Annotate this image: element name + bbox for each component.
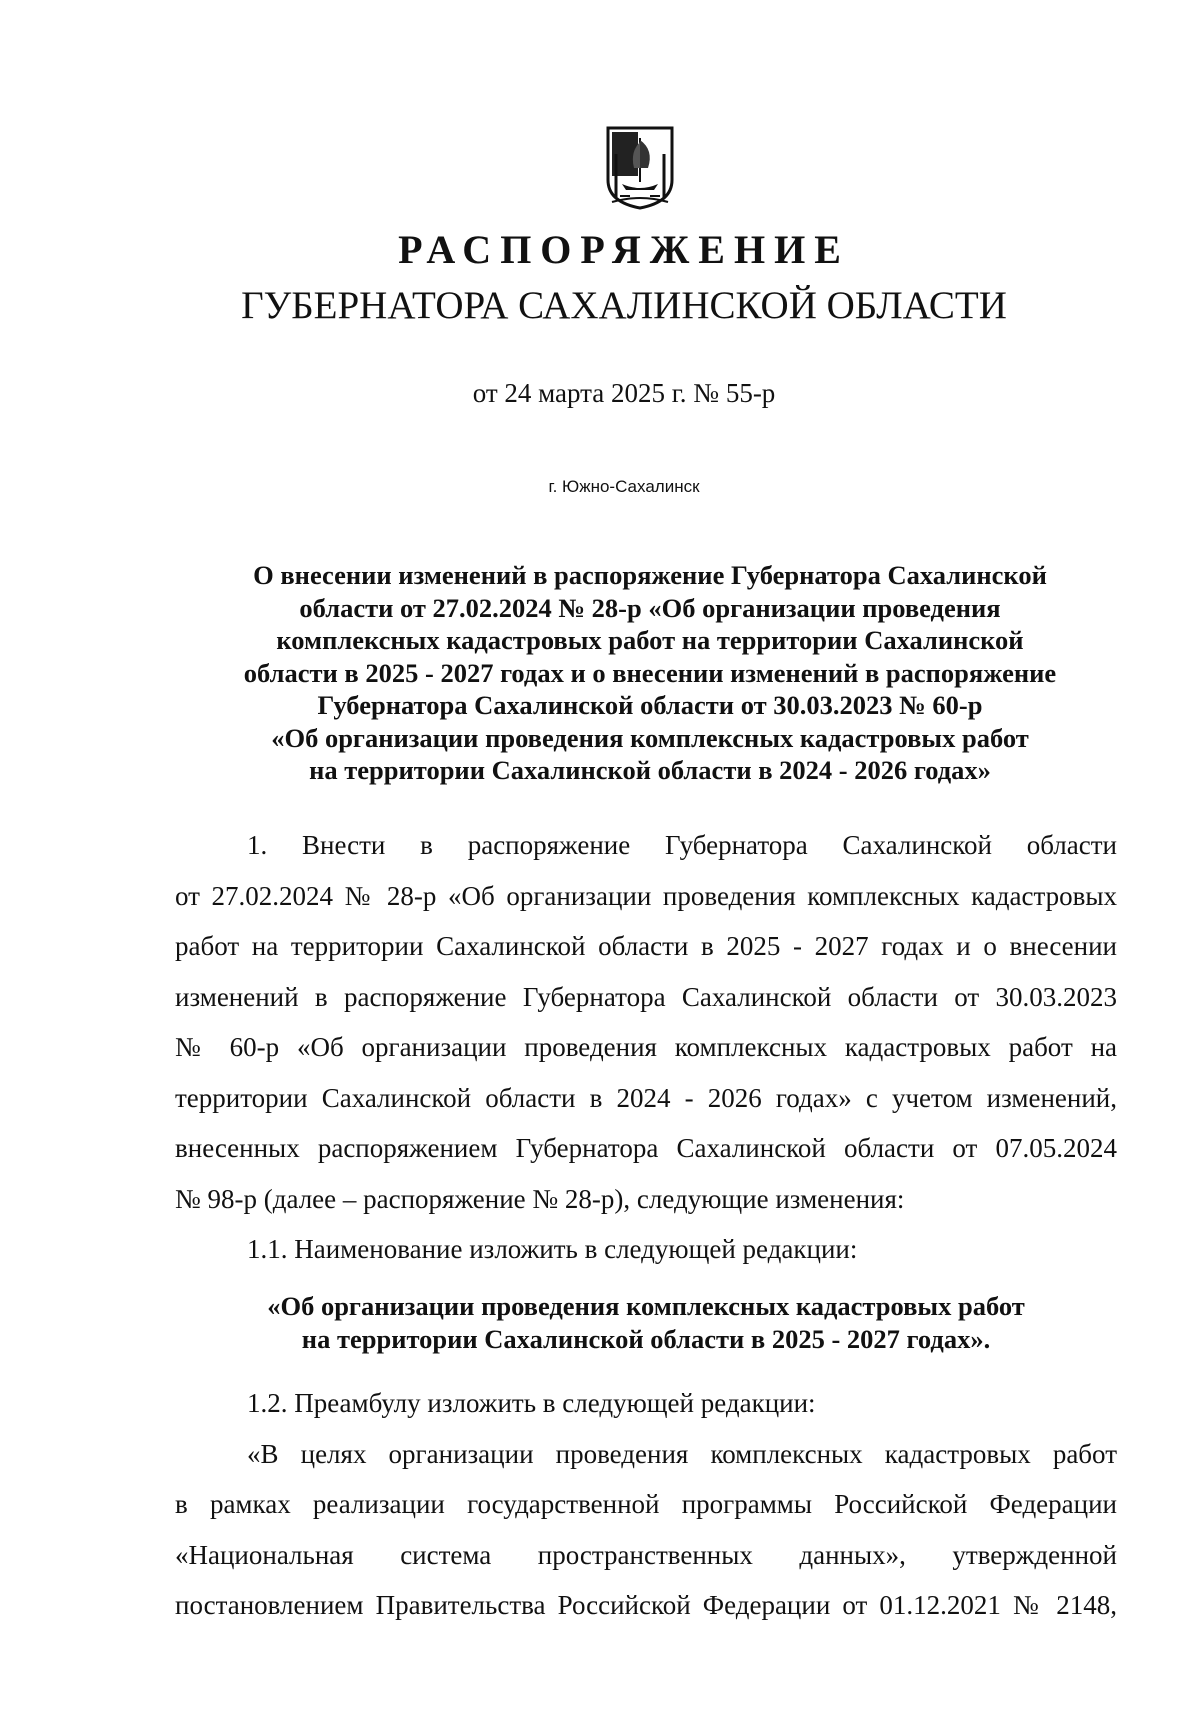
preamble-line: в рамках реализации государственной программы Российской Федерации <box>175 1489 1117 1519</box>
title-line: О внесении изменений в распоряжение Губернатора Сахалинской <box>253 560 1047 590</box>
document-body-part1 <box>175 820 1117 1275</box>
title-line: области в 2025 - 2027 годах и о внесении изменений в распоряжение <box>243 657 1057 688</box>
item-1-2: 1.2. Преамбулу изложить в следующей редакции: <box>247 1388 816 1418</box>
paragraph-1-line: внесенных распоряжением Губернатора Сахалинской области от 07.05.2024 <box>175 1133 1117 1163</box>
quoted-title-line: на территории Сахалинской области в 2025 - 2027 годах». <box>301 1324 991 1354</box>
document-place: г. Южно-Сахалинск <box>548 477 700 496</box>
title-line: области от 27.02.2024 № 28-р «Об организации проведения <box>299 592 1001 623</box>
title-line: комплексных кадастровых работ на территории Сахалинской <box>276 625 1024 655</box>
title-line: Губернатора Сахалинской области от 30.03.2023 № 60-р <box>317 690 983 720</box>
document-body-part2 <box>175 1378 1117 1631</box>
preamble-line: постановлением Правительства Российской Федерации от 01.12.2021 № 2148, <box>175 1590 1117 1620</box>
preamble-line: «В целях организации проведения комплексных кадастровых работ <box>247 1438 1117 1469</box>
document-title <box>200 559 1100 787</box>
document-type-heading: РАСПОРЯЖЕНИЕ <box>398 227 850 272</box>
paragraph-1-line: территории Сахалинской области в 2024 - 2026 годах» с учетом изменений, <box>175 1082 1117 1113</box>
preamble-line: «Национальная система пространственных данных», утвержденной <box>175 1539 1117 1570</box>
paragraph-1-line: изменений в распоряжение Губернатора Сахалинской области от 30.03.2023 <box>175 981 1117 1012</box>
issuer-heading: ГУБЕРНАТОРА САХАЛИНСКОЙ ОБЛАСТИ <box>241 284 1007 327</box>
title-line: «Об организации проведения комплексных кадастровых работ <box>271 722 1029 753</box>
paragraph-1-line: 1. Внести в распоряжение Губернатора Сахалинской области <box>247 830 1117 860</box>
paragraph-1-line: работ на территории Сахалинской области в 2025 - 2027 годах и о внесении <box>175 931 1117 961</box>
quoted-new-title <box>175 1290 1117 1356</box>
document-date-number: от 24 марта 2025 г. № 55-р <box>472 378 776 408</box>
item-1-1: 1.1. Наименование изложить в следующей редакции: <box>247 1234 858 1264</box>
paragraph-1-line: от 27.02.2024 № 28-р «Об организации проведения комплексных кадастровых <box>175 880 1117 911</box>
paragraph-1-line: № 98-р (далее – распоряжение № 28-р), следующие изменения: <box>175 1183 905 1214</box>
title-line: на территории Сахалинской области в 2024 - 2026 годах» <box>309 755 991 785</box>
quoted-title-line: «Об организации проведения комплексных кадастровых работ <box>267 1291 1025 1321</box>
paragraph-1-line: № 60-р «Об организации проведения комплексных кадастровых работ на <box>175 1032 1117 1062</box>
coat-of-arms-icon <box>600 124 680 210</box>
